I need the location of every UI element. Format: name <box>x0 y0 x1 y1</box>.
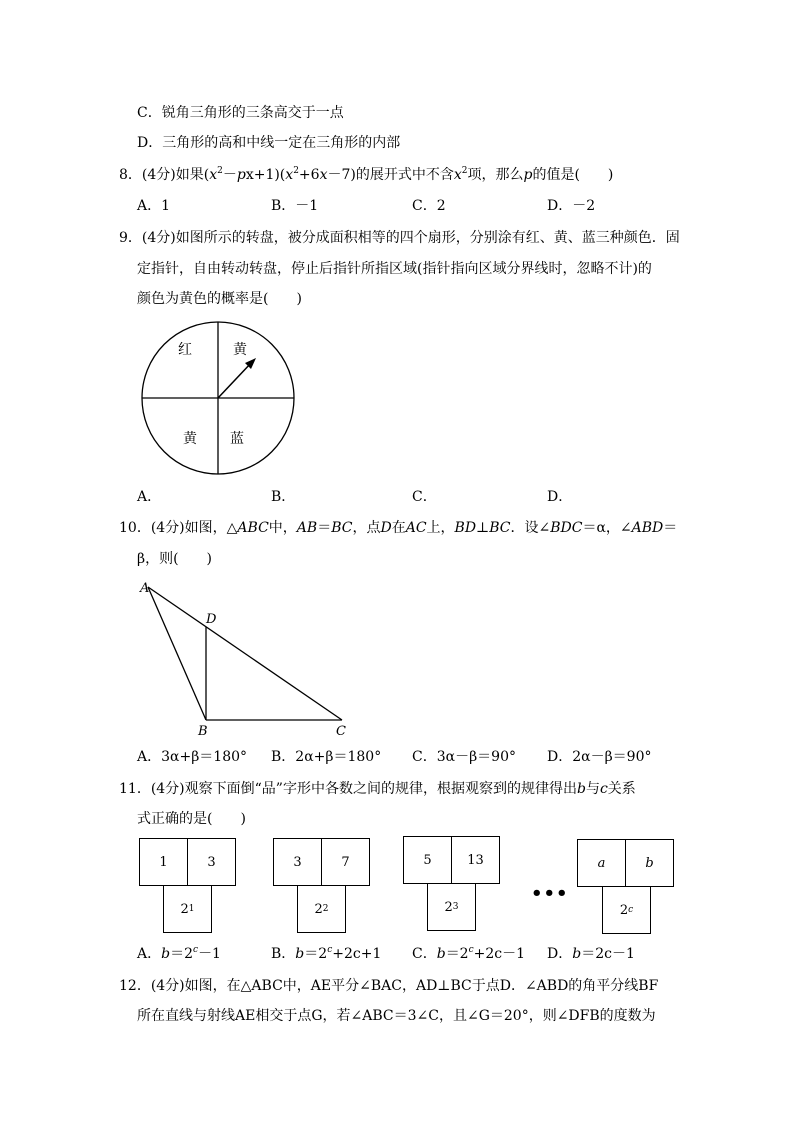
q10-stem-line1: 10．(4分)如图，△ABC中，AB＝BC，点D在AC上，BD⊥BC．设∠BDC＝α，∠ABD＝ <box>119 520 678 536</box>
q11-stem-line2: 式正确的是( ) <box>137 811 246 827</box>
sequence-ellipsis: ••• <box>531 883 569 904</box>
q8-option-b: B．－1 <box>271 198 319 214</box>
fig2-bottom-cell: 2 2 <box>297 885 346 933</box>
sector-label-top-left: 红 <box>178 342 192 358</box>
fig4-left-cell: a <box>577 839 626 887</box>
q11-option-b: B．$b=2^c+2c+1$ <box>271 945 382 962</box>
label-D: D <box>206 612 217 627</box>
q11-option-a: A．$b=2^c-1$ <box>137 945 221 962</box>
q9-option-c: C． <box>412 489 437 505</box>
triangle-figure <box>138 578 358 738</box>
sector-label-bottom-left: 黄 <box>183 431 197 447</box>
fig3-right-cell: 13 <box>451 836 500 884</box>
spinner-figure <box>140 318 300 478</box>
q10-stem-line2: β，则( ) <box>137 551 213 567</box>
q9-option-a: A． <box>137 489 162 505</box>
label-A: A <box>140 581 150 596</box>
q9-option-b: B． <box>271 489 296 505</box>
q9-option-d: D． <box>547 489 573 505</box>
q10-option-a: A．3α+β＝180° <box>137 749 248 765</box>
q12-stem-line2: 所在直线与射线AE相交于点G，若∠ABC＝3∠C，且∠G＝20°，则∠DFB的度数为 <box>137 1008 656 1024</box>
label-B: B <box>198 724 208 739</box>
q7-option-d: D．三角形的高和中线一定在三角形的内部 <box>137 135 401 151</box>
q12-stem-line1: 12．(4分)如图，在△ABC中，AE平分∠BAC，AD⊥BC于点D．∠ABD的角平分线BF <box>119 978 659 994</box>
fig4-right-cell: b <box>625 839 674 887</box>
fig3-bottom-cell: 2 3 <box>427 883 476 931</box>
q9-stem-line1: 9．(4分)如图所示的转盘，被分成面积相等的四个扇形，分别涂有红、黄、蓝三种颜色．固 <box>119 230 680 246</box>
fig4-bottom-cell: 2 c <box>602 886 651 934</box>
fig1-left-cell: 1 <box>139 838 188 886</box>
q7-option-c: C．锐角三角形的三条高交于一点 <box>137 105 344 121</box>
q8-option-d: D．－2 <box>547 198 596 214</box>
q9-stem-line3: 颜色为黄色的概率是( ) <box>137 291 302 307</box>
sector-label-top-right: 黄 <box>233 342 247 358</box>
q8-stem: 8．(4分)如果$(x^2-px+1)(x^2+6x-7)$的展开式中不含$x^2$项，那么p的值是( ) <box>119 166 614 183</box>
label-C: C <box>336 724 346 739</box>
q9-stem-line2: 定指针，自由转动转盘，停止后指针所指区域(指针指向区域分界线时，忽略不计)的 <box>137 261 652 277</box>
fig1-right-cell: 3 <box>187 838 236 886</box>
q8-option-c: C．2 <box>412 198 446 214</box>
fig2-right-cell: 7 <box>321 838 370 886</box>
spinner-pointer <box>218 362 252 398</box>
q10-option-d: D．2α－β＝90° <box>547 749 652 765</box>
q10-option-b: B．2α+β＝180° <box>271 749 382 765</box>
q10-option-c: C．3α－β＝90° <box>412 749 516 765</box>
q8-option-a: A．1 <box>137 198 171 214</box>
fig1-bottom-cell: 2 1 <box>163 885 212 933</box>
q11-stem-line1: 11．(4分)观察下面倒“品”字形中各数之间的规律，根据观察到的规律得出b与c关系 <box>119 781 636 797</box>
fig2-left-cell: 3 <box>273 838 322 886</box>
q11-option-d: D．b＝2c－1 <box>547 946 635 962</box>
fig3-left-cell: 5 <box>403 836 452 884</box>
sector-label-bottom-right: 蓝 <box>230 431 244 447</box>
q11-option-c: C．$b=2^c+2c-1$ <box>412 945 526 962</box>
